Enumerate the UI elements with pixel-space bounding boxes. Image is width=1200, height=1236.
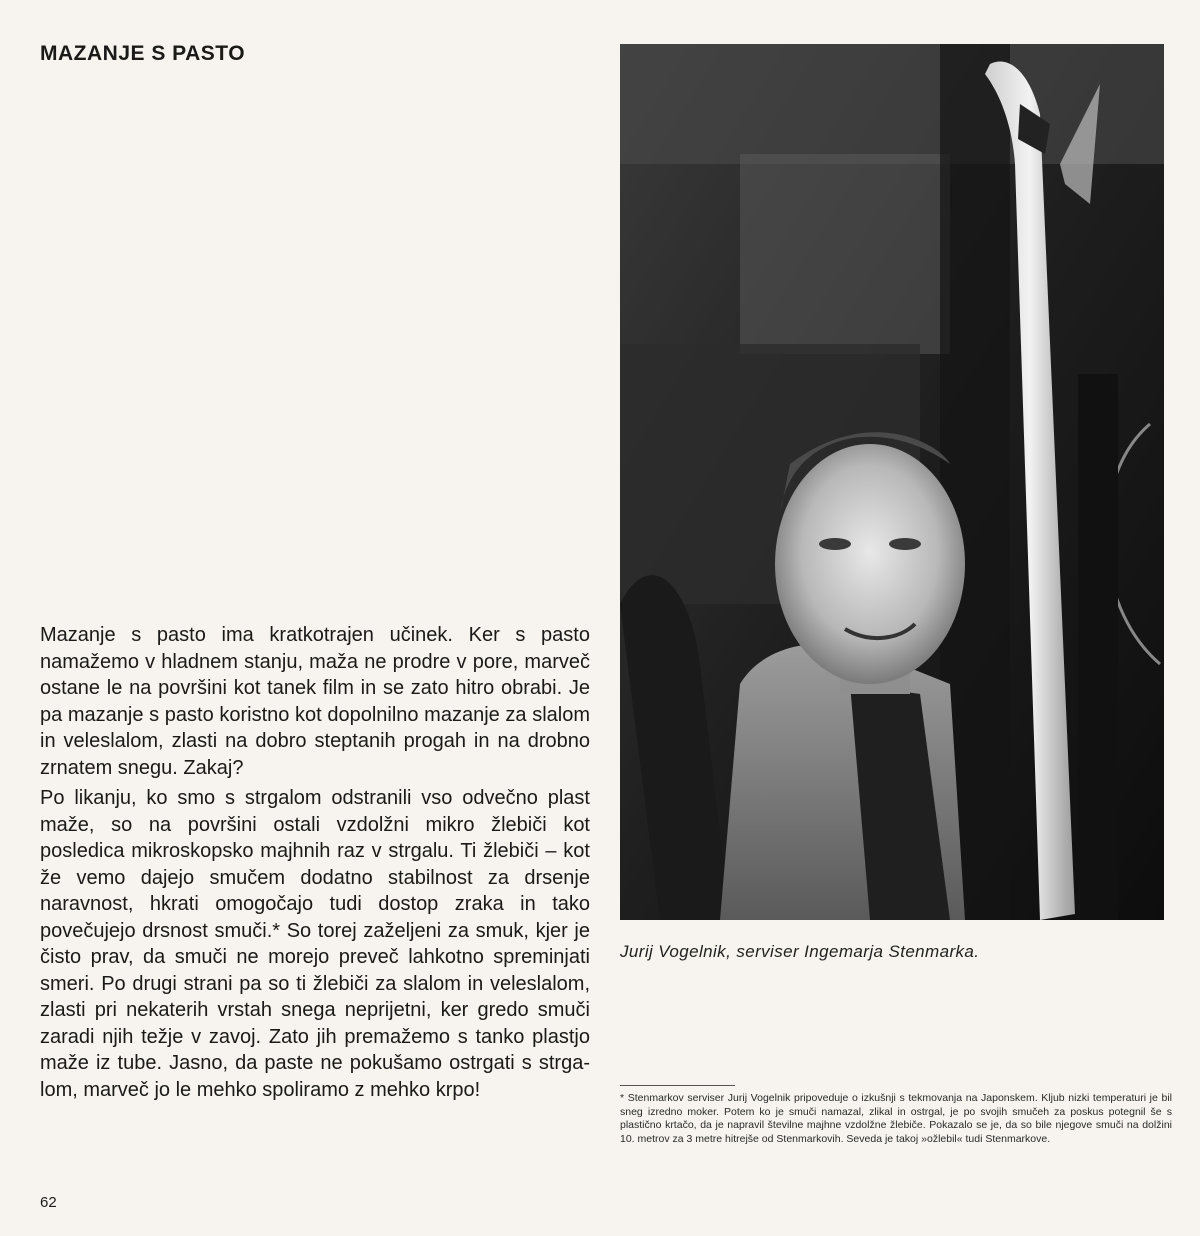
paragraph-2: Po likanju, ko smo s strgalom odstranili vso odvečno plast maže, so na površini ostali vzdolžni mikro žlebiči kot posledica mikroskopsko majhnih raz v strgalu. Ti žlebiči – kot že vemo dajejo smučem dodatno stabilnost za drsenje naravnost, hkrati omogočajo tudi dostop zraka in tako povečujejo drsnost smuči.* So torej zaželjeni za smuk, kjer je čisto prav, da smuči ne morejo preveč lahkotno spreminjati smeri. Po drugi strani pa so ti žlebiči za slalom in veleslalom, zlasti pri nekaterih vrstah snega neprijetni, ker gredo smuči zaradi njih težje v zavoj. Zato jih premažemo s tanko plastjo maže iz tube. Jasno, da paste ne pokušamo ostrgati s strgalom, marveč jo le mehko spoliramo z mehko krpo! bbox=[40, 787, 590, 1101]
paragraph-1: Mazanje s pasto ima kratkotrajen učinek. Ker s pasto namažemo v hladnem stanju, maža ne prodre v pore, marveč ostane le na površini kot tanek film in se zato hitro obrabi. Je pa mazanje s pasto koristno kot dopolnilno mazanje za slalom in veleslalom, zlasti na dobro steptanih progah in na drobno zrnatem snegu. Zakaj? bbox=[40, 624, 590, 779]
photo-caption: Jurij Vogelnik, serviser Ingemarja Stenmarka. bbox=[620, 942, 980, 961]
page-number: 62 bbox=[40, 1194, 57, 1211]
footnote: * Stenmarkov serviser Jurij Vogelnik pripoveduje o izkušnji s tekmovanja na Japonskem. Kljub nizki temperaturi je bil sneg izredno moker. Potem ko je smuči namazal, zlikal in ostrgal, je po svojih smučeh za poskus potegnil še s plastično krtačo, da je napravil številne majhne vzdolžne žlebiče. Pokazalo se je, da so bile njegove smuči na dolžini 10. metrov za 3 metre hitrejše od Stenmarkovih. Seveda je takoj »ožlebil« tudi Stenmarkove. bbox=[620, 1092, 1172, 1145]
portrait-photo bbox=[620, 44, 1164, 920]
body-text bbox=[40, 622, 590, 1107]
page-title: MAZANJE S PASTO bbox=[40, 42, 246, 65]
footnote-divider bbox=[620, 1085, 735, 1086]
